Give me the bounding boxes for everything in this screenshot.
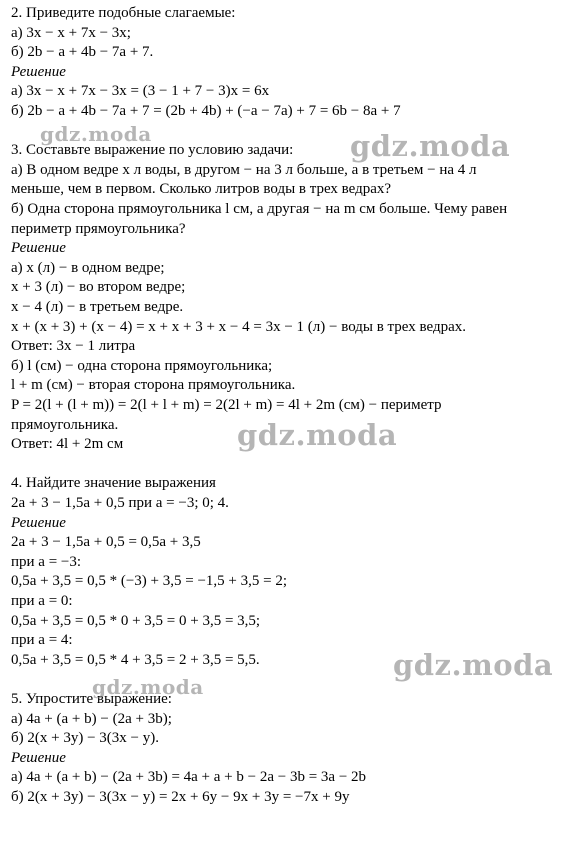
text-line: x − 4 (л) − в третьем ведре. xyxy=(11,299,184,315)
text-line: Ответ: 3x − 1 литра xyxy=(11,338,136,355)
text-line: 2. Приведите подобные слагаемые: xyxy=(11,5,236,21)
text-line: x + (x + 3) + (x − 4) = x + x + 3 + x − 4 = 3x − 1 (л) − воды в трех ведрах. xyxy=(11,318,467,335)
text-line: б) 2b − a + 4b − 7a + 7. xyxy=(11,44,154,61)
text-line: а) 3x − x + 7x − 3x = (3 − 1 + 7 − 3)x = 6x xyxy=(11,83,270,100)
text-line: меньше, чем в первом. Сколько литров воды в трех ведрах? xyxy=(11,181,392,198)
text-line: l + m (см) − вторая сторона прямоугольника. xyxy=(11,377,296,394)
text-line: а) 4a + (a + b) − (2a + 3b); xyxy=(11,710,172,727)
text-line: б) 2(x + 3y) − 3(3x − y). xyxy=(11,730,159,747)
text-line: при a = 4: xyxy=(11,632,73,649)
text-line: 4. Найдите значение выражения xyxy=(11,475,216,492)
text-line: периметр прямоугольника? xyxy=(11,220,186,237)
solution-heading: Решение xyxy=(11,240,66,257)
text-line: 5. Упростите выражение: xyxy=(11,691,172,707)
text-line: x + 3 (л) − во втором ведре; xyxy=(11,279,186,296)
text-line: а) 4a + (a + b) − (2a + 3b) = 4a + a + b − 2a − 3b = 3a − 2b xyxy=(11,769,367,786)
solution-heading: Решение xyxy=(11,514,66,531)
text-line: б) 2(x + 3y) − 3(3x − y) = 2x + 6y − 9x + 3y = −7x + 9y xyxy=(11,789,350,805)
watermark: gdz.moda xyxy=(40,122,152,146)
text-line: 2a + 3 − 1,5a + 0,5 при a = −3; 0; 4. xyxy=(11,495,229,511)
solution-heading: Решение xyxy=(11,63,66,80)
text-line: при a = −3: xyxy=(11,553,82,570)
solution-heading: Решение xyxy=(11,749,66,766)
text-line: Ответ: 4l + 2m см xyxy=(11,436,124,453)
text-line: прямоугольника. xyxy=(11,416,119,433)
watermark: gdz.moda xyxy=(92,675,204,699)
text-line: б) l (см) − одна сторона прямоугольника; xyxy=(11,357,273,374)
text-line: а) В одном ведре x л воды, в другом − на 3 л больше, а в третьем − на 4 л xyxy=(11,161,477,178)
text-line: б) Одна сторона прямоугольника l см, а другая − на m см больше. Чему равен xyxy=(11,201,508,217)
text-line: 0,5a + 3,5 = 0,5 * (−3) + 3,5 = −1,5 + 3,5 = 2; xyxy=(11,573,287,590)
watermark: gdz.moda xyxy=(350,129,511,163)
text-line: при a = 0: xyxy=(11,593,73,609)
text-line: 3. Составьте выражение по условию задачи: xyxy=(11,142,294,159)
text-line: 0,5a + 3,5 = 0,5 * 0 + 3,5 = 0 + 3,5 = 3,5; xyxy=(11,612,261,629)
watermark: gdz.moda xyxy=(237,418,398,452)
text-line: 2a + 3 − 1,5a + 0,5 = 0,5a + 3,5 xyxy=(11,534,201,551)
text-line: а) 3x − x + 7x − 3x; xyxy=(11,24,131,41)
text-line: P = 2(l + (l + m)) = 2(l + l + m) = 2(2l + m) = 4l + 2m (см) − периметр xyxy=(11,397,442,413)
watermark: gdz.moda xyxy=(393,648,554,682)
text-line: 0,5a + 3,5 = 0,5 * 4 + 3,5 = 2 + 3,5 = 5,5. xyxy=(11,651,260,668)
text-line: б) 2b − a + 4b − 7a + 7 = (2b + 4b) + (−a − 7a) + 7 = 6b − 8a + 7 xyxy=(11,103,401,119)
text-line: а) x (л) − в одном ведре; xyxy=(11,259,165,276)
